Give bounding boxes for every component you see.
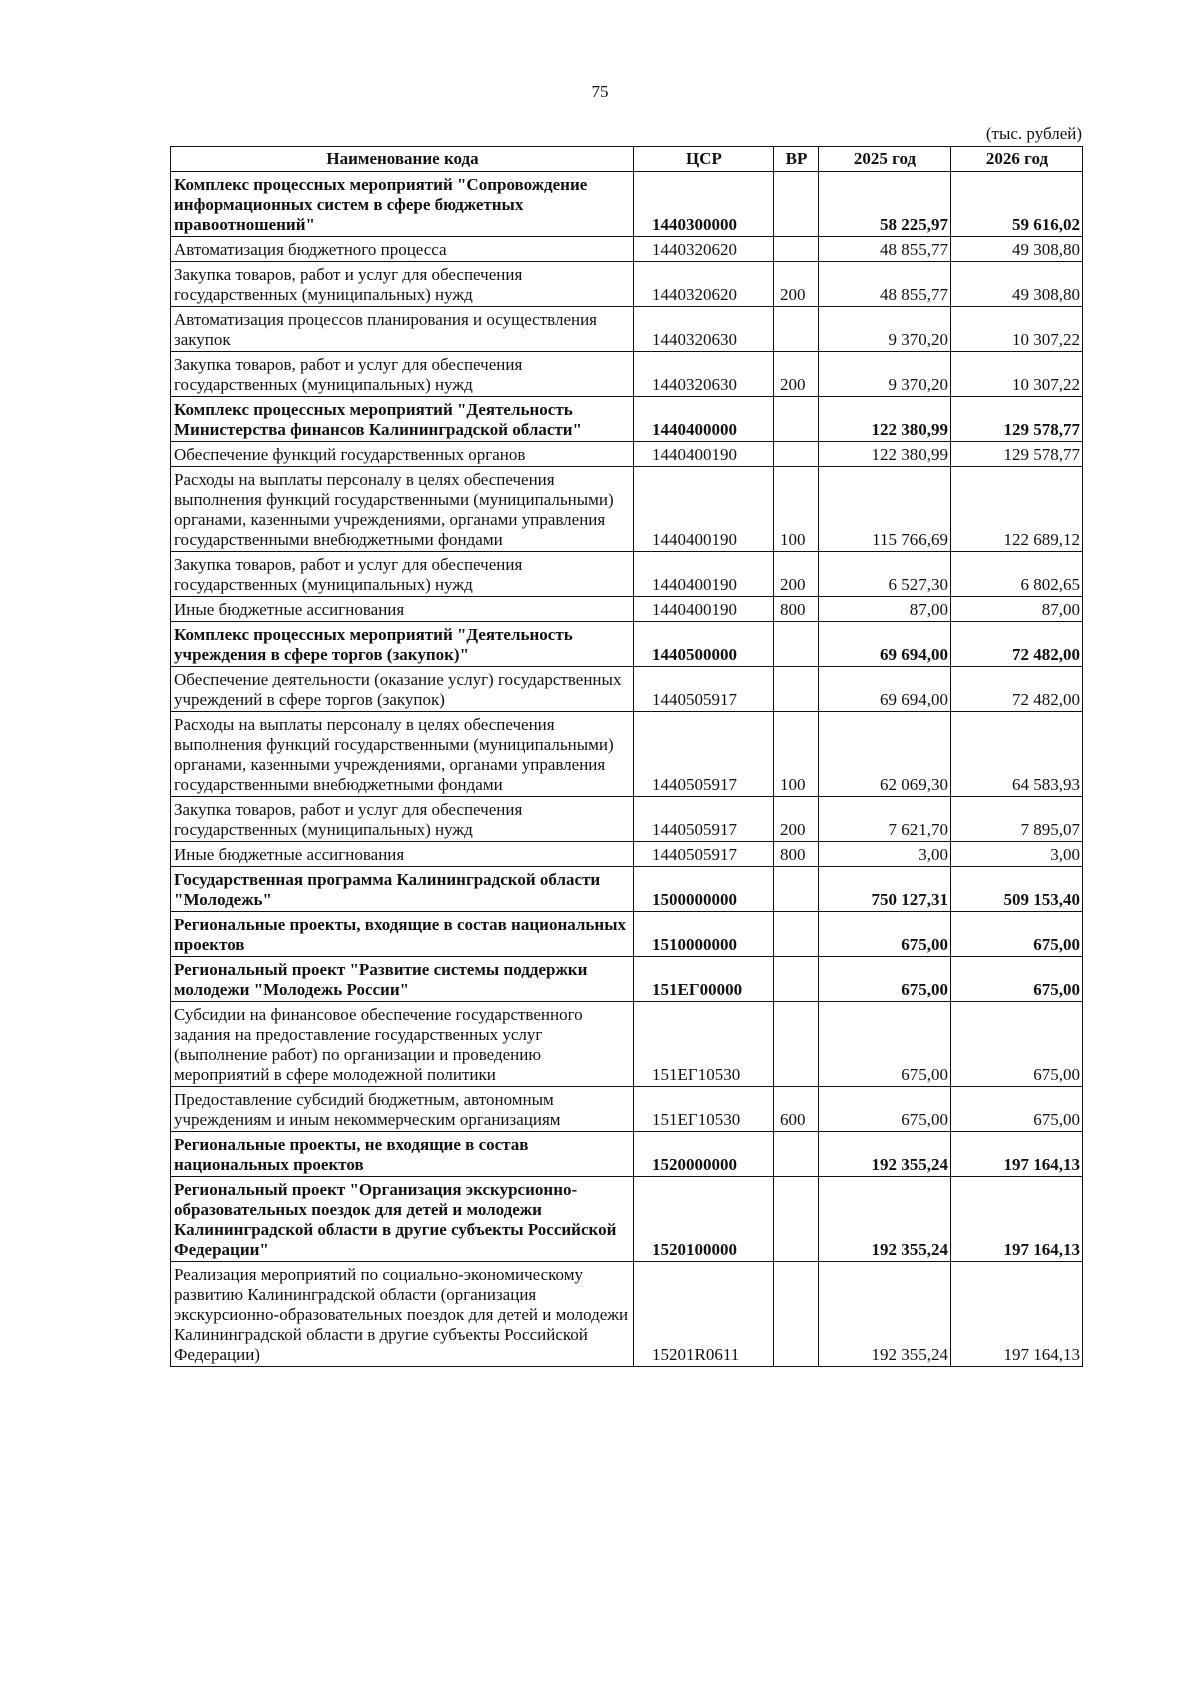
row-csr-code: 15201R0611: [634, 1262, 774, 1367]
row-vr-code: [774, 912, 819, 957]
row-csr-code: 1500000000: [634, 867, 774, 912]
row-name: Комплекс процессных мероприятий "Деятельность учреждения в сфере торгов (закупок)": [171, 622, 634, 667]
units-label: (тыс. рублей): [985, 124, 1082, 143]
row-csr-code: 1520100000: [634, 1177, 774, 1262]
table-row: [171, 712, 1083, 797]
table-header: [171, 147, 1083, 172]
header-2025: 2025 год: [819, 147, 951, 172]
row-csr-code: 1440505917: [634, 842, 774, 867]
row-amount-2025: 675,00: [819, 912, 951, 957]
table-row: [171, 622, 1083, 667]
row-amount-2026: 72 482,00: [951, 622, 1083, 667]
row-csr-code: 151ЕГ00000: [634, 957, 774, 1002]
row-amount-2026: 10 307,22: [951, 352, 1083, 397]
table-row: [171, 397, 1083, 442]
row-csr-code: 151ЕГ10530: [634, 1002, 774, 1087]
table-row: [171, 957, 1083, 1002]
budget-table: [170, 146, 1083, 1367]
table-row: [171, 867, 1083, 912]
row-vr-code: 100: [774, 712, 819, 797]
row-name: Предоставление субсидий бюджетным, автономным учреждениям и иным некоммерческим организациям: [171, 1087, 634, 1132]
row-amount-2026: 87,00: [951, 597, 1083, 622]
row-vr-code: [774, 1262, 819, 1367]
header-name: Наименование кода: [171, 147, 634, 172]
row-amount-2026: 675,00: [951, 912, 1083, 957]
row-amount-2025: 48 855,77: [819, 237, 951, 262]
row-csr-code: 1440400190: [634, 442, 774, 467]
row-name: Комплекс процессных мероприятий "Сопровождение информационных систем в сфере бюджетных правоотношений": [171, 172, 634, 237]
row-amount-2025: 7 621,70: [819, 797, 951, 842]
row-amount-2026: 129 578,77: [951, 397, 1083, 442]
row-name: Обеспечение функций государственных органов: [171, 442, 634, 467]
row-name: Обеспечение деятельности (оказание услуг) государственных учреждений в сфере торгов (закупок): [171, 667, 634, 712]
table-row: [171, 797, 1083, 842]
table-row: [171, 352, 1083, 397]
row-amount-2025: 675,00: [819, 1087, 951, 1132]
header-csr: ЦСР: [634, 147, 774, 172]
row-name: Субсидии на финансовое обеспечение государственного задания на предоставление государственных услуг (выполнение работ) по организации и проведению мероприятий в сфере молодежной политики: [171, 1002, 634, 1087]
table-row: [171, 842, 1083, 867]
row-name: Иные бюджетные ассигнования: [171, 842, 634, 867]
row-amount-2026: 675,00: [951, 1087, 1083, 1132]
header-2026: 2026 год: [951, 147, 1083, 172]
row-vr-code: [774, 957, 819, 1002]
table-row: [171, 667, 1083, 712]
row-amount-2025: 6 527,30: [819, 552, 951, 597]
row-name: Закупка товаров, работ и услуг для обеспечения государственных (муниципальных) нужд: [171, 797, 634, 842]
row-vr-code: 800: [774, 842, 819, 867]
header-row: [171, 147, 1083, 172]
row-name: Региональный проект "Организация экскурсионно-образовательных поездок для детей и молодежи Калининградской области в другие субъекты Российской Федерации": [171, 1177, 634, 1262]
row-amount-2026: 3,00: [951, 842, 1083, 867]
row-name: Иные бюджетные ассигнования: [171, 597, 634, 622]
row-amount-2025: 69 694,00: [819, 667, 951, 712]
row-csr-code: 1440320620: [634, 237, 774, 262]
row-amount-2026: 6 802,65: [951, 552, 1083, 597]
header-vr: ВР: [774, 147, 819, 172]
table-row: [171, 1132, 1083, 1177]
row-amount-2025: 675,00: [819, 957, 951, 1002]
row-vr-code: [774, 1002, 819, 1087]
page-number: 75: [591, 82, 609, 101]
table-row: [171, 307, 1083, 352]
row-csr-code: 1440400190: [634, 467, 774, 552]
row-amount-2025: 192 355,24: [819, 1262, 951, 1367]
row-amount-2025: 192 355,24: [819, 1132, 951, 1177]
row-amount-2025: 62 069,30: [819, 712, 951, 797]
row-csr-code: 1440400190: [634, 552, 774, 597]
row-amount-2025: 87,00: [819, 597, 951, 622]
row-name: Региональные проекты, входящие в состав национальных проектов: [171, 912, 634, 957]
row-amount-2026: 7 895,07: [951, 797, 1083, 842]
row-amount-2025: 9 370,20: [819, 307, 951, 352]
row-csr-code: 1440320620: [634, 262, 774, 307]
table-row: [171, 1002, 1083, 1087]
row-amount-2025: 69 694,00: [819, 622, 951, 667]
row-csr-code: 1440500000: [634, 622, 774, 667]
row-amount-2025: 58 225,97: [819, 172, 951, 237]
row-amount-2025: 192 355,24: [819, 1177, 951, 1262]
row-name: Государственная программа Калининградской области "Молодежь": [171, 867, 634, 912]
row-vr-code: 600: [774, 1087, 819, 1132]
row-vr-code: 100: [774, 467, 819, 552]
row-amount-2026: 197 164,13: [951, 1177, 1083, 1262]
row-amount-2026: 122 689,12: [951, 467, 1083, 552]
row-vr-code: [774, 237, 819, 262]
row-vr-code: 200: [774, 552, 819, 597]
row-name: Автоматизация бюджетного процесса: [171, 237, 634, 262]
row-name: Автоматизация процессов планирования и осуществления закупок: [171, 307, 634, 352]
row-csr-code: 1440505917: [634, 667, 774, 712]
row-csr-code: 1440320630: [634, 352, 774, 397]
row-name: Региональные проекты, не входящие в состав национальных проектов: [171, 1132, 634, 1177]
row-amount-2026: 129 578,77: [951, 442, 1083, 467]
row-amount-2025: 3,00: [819, 842, 951, 867]
row-name: Расходы на выплаты персоналу в целях обеспечения выполнения функций государственными (муниципальными) органами, казенными учреждениями, органами управления государственными внебюджетными фондами: [171, 467, 634, 552]
row-csr-code: 1440505917: [634, 712, 774, 797]
row-vr-code: [774, 442, 819, 467]
row-vr-code: 200: [774, 352, 819, 397]
row-name: Комплекс процессных мероприятий "Деятельность Министерства финансов Калининградской области": [171, 397, 634, 442]
row-csr-code: 1440400000: [634, 397, 774, 442]
row-vr-code: [774, 172, 819, 237]
row-vr-code: [774, 667, 819, 712]
row-amount-2026: 675,00: [951, 957, 1083, 1002]
row-amount-2026: 59 616,02: [951, 172, 1083, 237]
row-name: Региональный проект "Развитие системы поддержки молодежи "Молодежь России": [171, 957, 634, 1002]
row-amount-2025: 750 127,31: [819, 867, 951, 912]
row-vr-code: 200: [774, 797, 819, 842]
table-row: [171, 1262, 1083, 1367]
row-name: Закупка товаров, работ и услуг для обеспечения государственных (муниципальных) нужд: [171, 552, 634, 597]
row-vr-code: 800: [774, 597, 819, 622]
table-row: [171, 1177, 1083, 1262]
table-row: [171, 597, 1083, 622]
row-csr-code: 1440505917: [634, 797, 774, 842]
row-amount-2026: 64 583,93: [951, 712, 1083, 797]
table-body: [171, 172, 1083, 1367]
table-row: [171, 912, 1083, 957]
row-name: Закупка товаров, работ и услуг для обеспечения государственных (муниципальных) нужд: [171, 352, 634, 397]
row-amount-2026: 49 308,80: [951, 262, 1083, 307]
row-amount-2026: 509 153,40: [951, 867, 1083, 912]
table-row: [171, 467, 1083, 552]
row-amount-2026: 675,00: [951, 1002, 1083, 1087]
row-name: Реализация мероприятий по социально-экономическому развитию Калининградской области (организация экскурсионно-образовательных поездок для детей и молодежи Калининградской области в другие субъекты Российской Федерации): [171, 1262, 634, 1367]
row-amount-2025: 48 855,77: [819, 262, 951, 307]
row-csr-code: 1440300000: [634, 172, 774, 237]
row-amount-2026: 197 164,13: [951, 1262, 1083, 1367]
row-amount-2025: 115 766,69: [819, 467, 951, 552]
row-name: Закупка товаров, работ и услуг для обеспечения государственных (муниципальных) нужд: [171, 262, 634, 307]
row-csr-code: 1510000000: [634, 912, 774, 957]
row-amount-2026: 49 308,80: [951, 237, 1083, 262]
table-row: [171, 442, 1083, 467]
row-vr-code: [774, 622, 819, 667]
row-vr-code: [774, 1132, 819, 1177]
row-csr-code: 1440320630: [634, 307, 774, 352]
row-name: Расходы на выплаты персоналу в целях обеспечения выполнения функций государственными (муниципальными) органами, казенными учреждениями, органами управления государственными внебюджетными фондами: [171, 712, 634, 797]
row-amount-2026: 72 482,00: [951, 667, 1083, 712]
row-csr-code: 1440400190: [634, 597, 774, 622]
row-vr-code: [774, 307, 819, 352]
row-csr-code: 151ЕГ10530: [634, 1087, 774, 1132]
row-amount-2025: 9 370,20: [819, 352, 951, 397]
row-amount-2026: 10 307,22: [951, 307, 1083, 352]
row-amount-2025: 675,00: [819, 1002, 951, 1087]
table-row: [171, 172, 1083, 237]
row-vr-code: [774, 397, 819, 442]
table-row: [171, 1087, 1083, 1132]
row-amount-2025: 122 380,99: [819, 442, 951, 467]
row-csr-code: 1520000000: [634, 1132, 774, 1177]
table-row: [171, 552, 1083, 597]
table-row: [171, 237, 1083, 262]
row-vr-code: [774, 867, 819, 912]
row-vr-code: [774, 1177, 819, 1262]
row-amount-2025: 122 380,99: [819, 397, 951, 442]
row-amount-2026: 197 164,13: [951, 1132, 1083, 1177]
row-vr-code: 200: [774, 262, 819, 307]
table-row: [171, 262, 1083, 307]
